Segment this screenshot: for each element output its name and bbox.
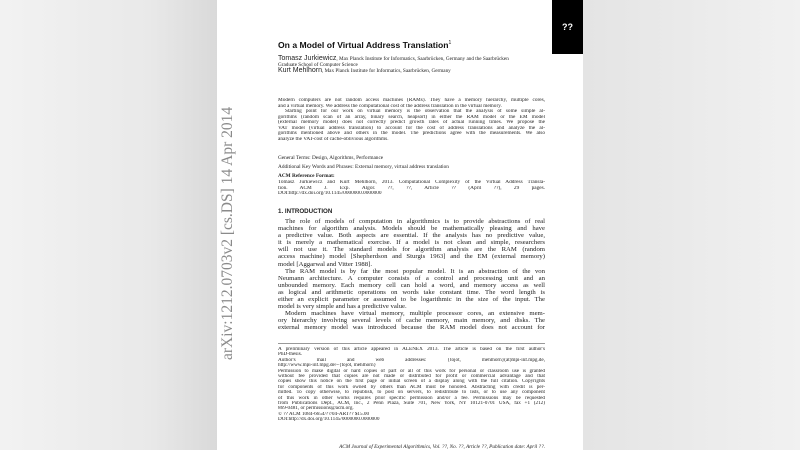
keywords: Additional Key Words and Phrases: External memory, virtual address translation bbox=[278, 164, 449, 170]
text-line: from Publications Dept., ACM, Inc., 2 Penn Plaza, Suite 701, New York, NY 10121-0701 USA, fax +1 (212) bbox=[278, 401, 545, 407]
text-line: without fee provided that copies are not made or distributed for profit or commercial advantage and that bbox=[278, 374, 545, 380]
text-line: either an explicit parameter or assumed to be logarithmic in the size of the input. The bbox=[278, 296, 545, 304]
body-text bbox=[278, 218, 545, 332]
text-line: for components of this work owned by others than ACM must be honored. Abstracting with credit is per- bbox=[278, 384, 545, 390]
text-line: analyze the VAT-cost of cache-oblivious algorithms. bbox=[278, 136, 389, 142]
text-line: © ?? ACM 1084-6654/??/04-ART?? $15.00 bbox=[278, 411, 370, 417]
text-line: unbounded memory. Each memory cell can hold a word, and memory access as well bbox=[278, 281, 545, 289]
abstract bbox=[278, 98, 545, 142]
text-line: as logical and arithmetic operations on words take constant time. The word length is bbox=[278, 288, 545, 296]
general-terms: General Terms: Design, Algorithms, Performance bbox=[278, 155, 384, 161]
author-affiliation: , Max Planck Institute for Informatics, Saarbrücken, Germany and the Saarbrücken bbox=[336, 56, 509, 62]
text-line: of this work in other works requires prior specific permission and/or a fee. Permissions may be requested bbox=[278, 395, 545, 401]
footnote bbox=[278, 347, 545, 423]
acm-reference bbox=[278, 180, 545, 197]
text-line: PhD-thesis. bbox=[278, 352, 303, 358]
text-line: Starting point for our work on virtual memory is the observation that the analysis of some simple al- bbox=[285, 109, 545, 114]
text-line: mitted. To copy otherwise, to republish, to post on servers, to redistribute to lists, or to use any component bbox=[278, 390, 545, 396]
text-line: Modern computers are not random access machines (RAMs). They have a memory hierarchy, multiple cores, bbox=[278, 98, 545, 103]
text-line: model [Aggarwal and Vitter 1988]. bbox=[278, 260, 373, 268]
text-line: and a virtual memory. We address the computational cost of the address translation in the virtual memory. bbox=[278, 103, 502, 109]
acm-reference-heading: ACM Reference Format: bbox=[278, 173, 335, 179]
text-line: DOI:http://dx.doi.org/10.1145/0000000.0000000 bbox=[278, 191, 382, 196]
author-affiliation: Graduate School of Computer Science bbox=[278, 62, 358, 68]
arxiv-stamp: arXiv:1212.0703v2 [cs.DS] 14 Apr 2014 bbox=[219, 106, 236, 360]
section-heading: 1. INTRODUCTION bbox=[278, 208, 333, 215]
text-line: machines for algorithm analysis. Models should be mathematically pleasing and have bbox=[278, 225, 545, 233]
text-line: 869-0481, or permissions@acm.org. bbox=[278, 406, 354, 412]
author-list bbox=[278, 56, 545, 74]
text-line: external memory model was introduced because the RAM model does not account for bbox=[278, 324, 545, 332]
author-line bbox=[278, 68, 545, 74]
text-line: VAT model (virtual address translation) to account for the cost of address translations and analyze the al- bbox=[278, 125, 545, 131]
text-line: gorithms (random scan of an array, binary search, heapsort) in either the RAM model or the EM model bbox=[278, 114, 545, 120]
text-line: will not use it. The standard models for algorithm analysis are the RAM (random bbox=[278, 246, 545, 254]
title-text: On a Model of Virtual Address Translation bbox=[278, 40, 449, 50]
title-footnote-mark: 1 bbox=[448, 40, 452, 47]
footnote-rule bbox=[278, 343, 545, 344]
text-line: Modern machines have virtual memory, multiple processor cores, an extensive mem- bbox=[285, 310, 545, 318]
page-footer: ACM Journal of Experimental Algorithmics, Vol. ??, No. ??, Article ??, Publication date: April ??. bbox=[339, 444, 545, 450]
text-line: a predictive value. Both aspects are essential. If the analysis has no predictive value, bbox=[278, 232, 545, 240]
text-line: tion. ACM J. Exp. Algor. ??, ??, Article ?? (April ??), 29 pages. bbox=[278, 185, 545, 191]
text-line: Permission to make digital or hard copies of part or all of this work for personal or classroom use is granted bbox=[278, 368, 545, 374]
text-line: The role of models of computation in algorithmics is to provide abstractions of real bbox=[285, 218, 545, 225]
text-line: copies show this notice on the first page or initial screen of a display along with the full citation. Copyrights bbox=[278, 379, 545, 385]
text-line: Tomasz Jurkiewicz and Kurt Mehlhorn, 2013. Computational Complexity of the Virtual Address Transla- bbox=[278, 180, 545, 185]
text-line: The RAM model is by far the most popular model. It is an abstraction of the von bbox=[285, 267, 545, 275]
author-name: Kurt Mehlhorn bbox=[278, 67, 322, 74]
text-line: Neumann architecture. A computer consists of a control and processing unit and an bbox=[278, 274, 545, 282]
text-line: model is very simple and has a predictive value. bbox=[278, 303, 407, 311]
text-line: A preliminary version of this article appeared in ALENEX 2013. The article is based on the first author's bbox=[278, 347, 545, 352]
page-badge: ?? bbox=[552, 0, 583, 54]
text-line: it is merely a mathematical exercise. If a model is not clean and simple, researchers bbox=[278, 239, 545, 247]
text-line: http://www.mpi-inf.mpg.de/~{tojot, mehlhorn} bbox=[278, 363, 377, 369]
text-line: ory hierarchy involving several levels of cache memory, main memory, and disks. The bbox=[278, 317, 545, 325]
author-name: Tomasz Jurkiewicz bbox=[278, 55, 337, 62]
paper-title bbox=[278, 40, 545, 50]
text-line: DOI:http://dx.doi.org/10.1145/0000000.0000000 bbox=[278, 417, 380, 423]
text-line: gorithms mentioned above and others in the model. The predictions agree with the measurements. We also bbox=[278, 131, 545, 136]
text-line: (external memory model) does not correctly predict growth rates of actual running times. We propose the bbox=[278, 120, 545, 125]
text-line: access machine) model [Shepherdson and Sturgis 1963] and the EM (external memory) bbox=[278, 253, 545, 261]
text-line: Author's mail and web addresses: {tojot, mehlhorn}(at)mpi-inf.mpg.de, bbox=[278, 357, 545, 363]
author-affiliation: , Max Planck Institute for Informatics, Saarbrücken, Germany bbox=[321, 68, 451, 74]
